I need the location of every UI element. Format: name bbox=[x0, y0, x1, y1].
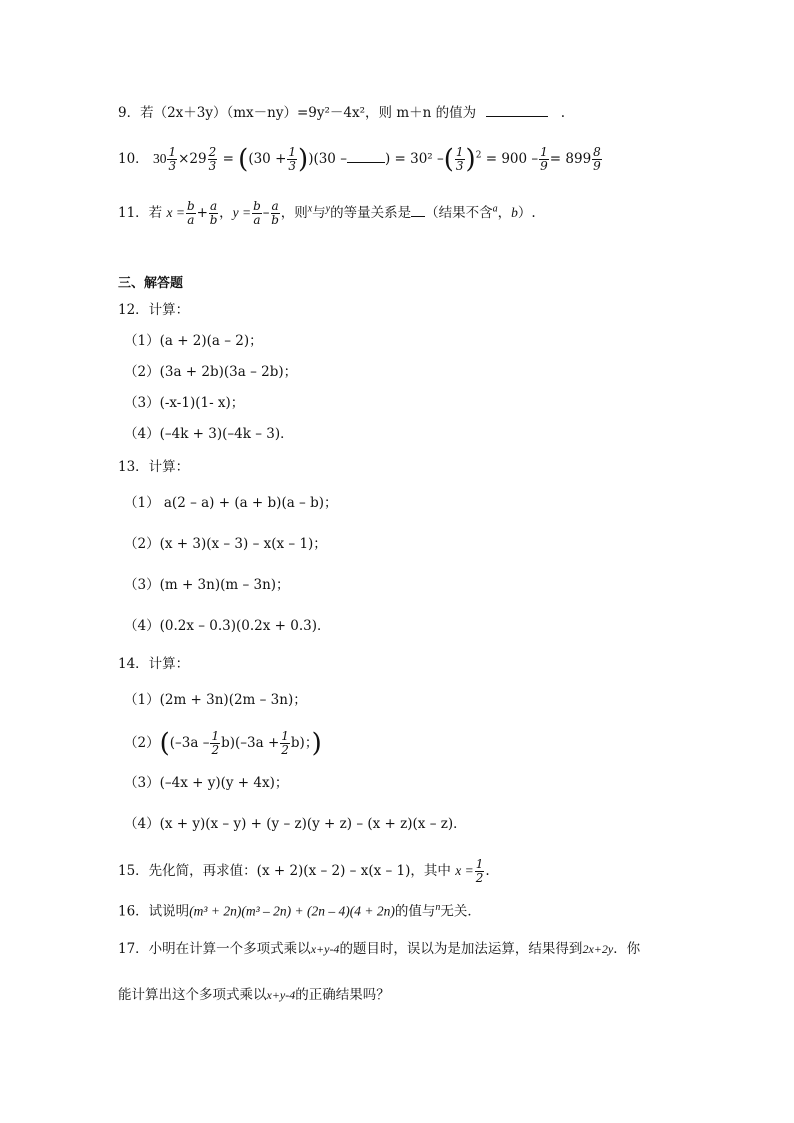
denominator: 3 bbox=[208, 159, 217, 173]
denominator: 3 bbox=[455, 159, 464, 173]
question-14-item: （3）(–4x + y)(y + 4x)； bbox=[124, 775, 289, 791]
numerator: 8 bbox=[593, 145, 601, 159]
q10-part: )(30 – bbox=[308, 151, 347, 167]
q10-part: = bbox=[222, 151, 239, 167]
numerator: a bbox=[209, 199, 218, 213]
answer-blank bbox=[486, 116, 548, 117]
q11-part: 11．若 bbox=[118, 205, 163, 221]
question-12-item: （2）(3a + 2b)(3a – 2b)； bbox=[124, 364, 298, 380]
question-17-line2 bbox=[118, 986, 390, 1004]
fraction bbox=[539, 146, 549, 173]
q11-part: ， bbox=[219, 205, 233, 221]
answer-blank bbox=[411, 216, 425, 217]
q15-part: 15．先化简，再求值：(x + 2)(x – 2) – x(x – 1)，其中 bbox=[118, 863, 451, 879]
q14-part: b)； bbox=[290, 735, 312, 751]
fraction bbox=[167, 146, 177, 173]
question-13-title: 13．计算： bbox=[118, 459, 190, 475]
denominator: a bbox=[253, 213, 261, 227]
fraction bbox=[592, 146, 602, 173]
exponent: 2 bbox=[475, 150, 482, 161]
q17-part: 的正确结果吗？ bbox=[295, 987, 390, 1003]
q10-part: (30 + bbox=[248, 151, 287, 167]
denominator: 9 bbox=[593, 159, 601, 173]
question-17-line1 bbox=[118, 940, 640, 958]
q10-part: 30 bbox=[152, 151, 167, 166]
denominator: 9 bbox=[540, 159, 548, 173]
numerator: 2 bbox=[208, 145, 217, 159]
paren: ) bbox=[311, 728, 322, 759]
question-14-item: （1）(2m + 3n)(2m – 3n)； bbox=[124, 692, 307, 708]
question-14-item bbox=[124, 730, 322, 757]
q11-part: 与 bbox=[312, 205, 326, 221]
q17-part: 17．小明在计算一个多项式乘以 bbox=[118, 941, 311, 957]
question-13-item: （3）(m + 3n)(m – 3n)； bbox=[124, 577, 290, 593]
q17-part: x+y-4 bbox=[310, 942, 340, 956]
question-14-title: 14．计算： bbox=[118, 656, 190, 672]
denominator: a bbox=[187, 213, 195, 227]
question-12-title: 12．计算： bbox=[118, 302, 190, 318]
denominator: 2 bbox=[281, 743, 289, 757]
q17-part: 2x+2y bbox=[582, 942, 614, 956]
q10-part: = 899 bbox=[549, 151, 592, 167]
paren: ) bbox=[298, 144, 309, 175]
paren: ( bbox=[159, 728, 170, 759]
question-15 bbox=[118, 858, 490, 885]
q11-part: y = bbox=[232, 205, 252, 220]
q11-part: 的等量关系是 bbox=[330, 205, 412, 221]
q16-part: 无关． bbox=[440, 903, 481, 920]
q10-part: ×29 bbox=[178, 151, 207, 167]
fraction bbox=[271, 200, 280, 227]
q11-part: y bbox=[325, 203, 331, 215]
question-12-item: （1）(a + 2)(a – 2)； bbox=[124, 333, 263, 349]
fraction bbox=[252, 200, 262, 227]
q11-part: ，则 bbox=[280, 205, 308, 221]
question-16 bbox=[118, 899, 481, 921]
q11-part: + bbox=[196, 205, 208, 221]
numerator: 1 bbox=[540, 145, 548, 159]
question-9-text: 9．若（2x＋3y）（mx－ny）=9y²－4x²，则 m＋n 的值为 bbox=[118, 105, 477, 121]
numerator: 1 bbox=[211, 729, 220, 743]
numerator: b bbox=[253, 199, 261, 213]
q11-part: – bbox=[262, 205, 270, 221]
section-heading: 三、解答题 bbox=[118, 276, 184, 291]
paren: ( bbox=[443, 144, 454, 175]
fraction bbox=[287, 146, 297, 173]
q11-part: x bbox=[307, 203, 313, 215]
q11-part: b bbox=[511, 205, 518, 220]
fraction bbox=[280, 730, 290, 757]
paren: ( bbox=[238, 144, 249, 175]
q11-part: a bbox=[492, 203, 498, 215]
question-14-item: （4）(x + y)(x – y) + (y – z)(y + z) – (x + z)(x – z)． bbox=[124, 816, 467, 832]
question-10 bbox=[118, 146, 603, 173]
question-9 bbox=[118, 104, 565, 122]
denominator: b bbox=[271, 213, 279, 227]
question-10-number: 10． bbox=[118, 151, 149, 167]
numerator: b bbox=[186, 199, 195, 213]
fraction bbox=[475, 858, 485, 885]
q11-part: （结果不含 bbox=[425, 205, 493, 221]
question-13-item: （2）(x + 3)(x – 3) – x(x – 1)； bbox=[124, 536, 327, 552]
denominator: b bbox=[209, 213, 218, 227]
question-9-end: . bbox=[560, 105, 566, 121]
q15-part: x = bbox=[455, 863, 474, 878]
numerator: 1 bbox=[288, 145, 297, 159]
q17-part: ．你 bbox=[613, 941, 641, 957]
fraction bbox=[210, 730, 220, 757]
fraction bbox=[209, 200, 218, 227]
denominator: 3 bbox=[168, 159, 177, 173]
q10-part: = 900 – bbox=[485, 151, 539, 167]
fraction bbox=[186, 200, 196, 227]
q14-part: b)(–3a + bbox=[221, 735, 280, 751]
q17-part: 的题目时，误以为是加法运算，结果得到 bbox=[339, 941, 583, 957]
answer-blank bbox=[347, 162, 385, 163]
q16-part: 的值与 bbox=[394, 903, 436, 920]
q17-part: x+y-4 bbox=[266, 988, 296, 1002]
q17-part: 能计算出这个多项式乘以 bbox=[118, 987, 267, 1003]
q16-part: 16．试说明 bbox=[118, 903, 190, 920]
denominator: 2 bbox=[211, 743, 220, 757]
q16-part: n bbox=[435, 902, 441, 913]
question-11 bbox=[118, 200, 536, 227]
question-13-item: （4）(0.2x – 0.3)(0.2x + 0.3)． bbox=[124, 618, 331, 634]
fraction bbox=[208, 146, 218, 173]
numerator: 1 bbox=[168, 145, 177, 159]
question-13-item: （1） a(2 – a) + (a + b)(a – b)； bbox=[124, 495, 338, 511]
q11-part: ， bbox=[497, 205, 512, 221]
q11-part: ）. bbox=[517, 205, 536, 221]
numerator: a bbox=[271, 199, 279, 213]
denominator: 2 bbox=[475, 871, 484, 885]
q14-part: （2） bbox=[124, 735, 160, 751]
question-12-item: （4）(–4k + 3)(–4k – 3)． bbox=[124, 426, 294, 442]
q14-part: (–3a – bbox=[169, 735, 210, 751]
q11-part: x = bbox=[166, 205, 185, 220]
denominator: 3 bbox=[288, 159, 297, 173]
question-12-item: （3）(-x-1)(1- x)； bbox=[124, 395, 245, 411]
numerator: 1 bbox=[475, 857, 484, 871]
numerator: 1 bbox=[455, 145, 464, 159]
q10-part: ) = 30² – bbox=[384, 151, 444, 167]
q16-part: (m³ + 2n)(m³ – 2n) + (2n – 4)(4 + 2n) bbox=[189, 903, 395, 919]
fraction bbox=[455, 146, 465, 173]
numerator: 1 bbox=[281, 729, 289, 743]
q15-part: . bbox=[485, 863, 490, 879]
paren: ) bbox=[465, 144, 476, 175]
